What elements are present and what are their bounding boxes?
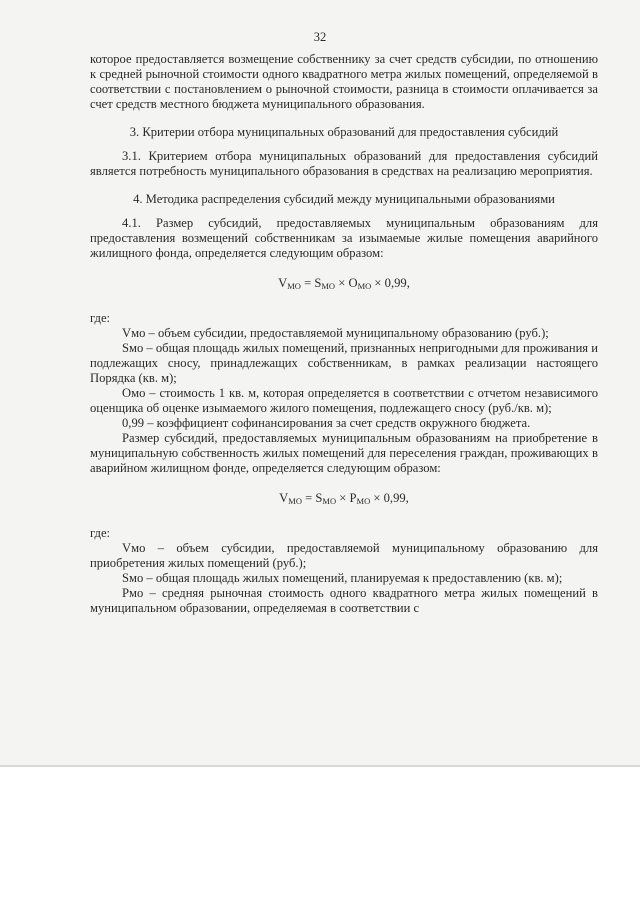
formula-2-times: × xyxy=(336,491,350,505)
formula-2-s: S xyxy=(315,491,323,505)
formula-1-eq: = xyxy=(300,276,315,290)
clause-4-1: 4.1. Размер субсидий, предоставляемых муниципальным образованиям для предоставления возмещений собственникам за изымаемые жилые помещения аварийного жилищного фонда, определяется следующим образом: xyxy=(90,216,598,260)
where-label-2: где: xyxy=(90,526,111,540)
formula-2-s-sub: МО xyxy=(322,496,337,506)
formula-1-times: × xyxy=(335,276,349,290)
definition-coefficient-1: 0,99 – коэффициент софинансирования за счет средств окружного бюджета. xyxy=(122,416,531,430)
formula-1-v: V xyxy=(278,276,288,290)
where-label-1: где: xyxy=(90,311,111,325)
page-number: 32 xyxy=(313,30,327,44)
definition-s-2: Sмо – общая площадь жилых помещений, планируемая к предоставлению (кв. м); xyxy=(122,571,563,585)
clause-3-1: 3.1. Критерием отбора муниципальных образований для предоставления субсидий является потребность муниципального образования в средствах на реализацию мероприятия. xyxy=(90,149,598,178)
formula-1-tail: × 0,99, xyxy=(371,276,410,290)
section-4-heading: 4. Методика распределения субсидий между муниципальными образованиями xyxy=(133,192,555,206)
subsidy-size-paragraph-2: Размер субсидий, предоставляемых муниципальным образованиям на приобретение в муниципальную собственность жилых помещений для переселения граждан, проживающих в аварийном жилищном фонде, определяется следующим образом: xyxy=(90,431,598,475)
formula-1-s: S xyxy=(314,276,322,290)
definition-p-2: Рмо – средняя рыночная стоимость одного квадратного метра жилых помещений в муниципальном образовании, определяемая в соответствии с xyxy=(90,586,598,615)
section-3-heading: 3. Критерии отбора муниципальных образований для предоставления субсидий xyxy=(129,125,559,139)
formula-2 xyxy=(90,491,598,506)
formula-2-v: V xyxy=(279,491,289,505)
formula-2-v-sub: МО xyxy=(288,496,302,506)
formula-2-tail: × 0,99, xyxy=(370,491,409,505)
page-bottom-edge xyxy=(0,765,640,767)
definition-s-1: Sмо – общая площадь жилых помещений, признанных непригодными для проживания и подлежащих сносу, принадлежащих собственникам, в рамках реализации настоящего Порядка (кв. м); xyxy=(90,341,598,385)
formula-1-s-sub: МО xyxy=(321,281,336,291)
formula-2-p-sub: МО xyxy=(356,496,371,506)
definition-v-1: Vмо – объем субсидии, предоставляемой муниципальному образованию (руб.); xyxy=(122,326,549,340)
intro-paragraph: которое предоставляется возмещение собственнику за счет средств субсидии, по отношению к средней рыночной стоимости одного квадратного метра жилых помещений, определяемой в соответствии с постановлением о рыночной стоимости, разница в стоимости оплачивается за счет средств местного бюджета муниципального образования. xyxy=(90,52,598,111)
formula-1 xyxy=(90,276,598,291)
formula-2-p: Р xyxy=(349,491,357,505)
page-content xyxy=(90,52,598,616)
definition-v-2: Vмо – объем субсидии, предоставляемой муниципальному образованию для приобретения жилых помещений (руб.); xyxy=(90,541,598,570)
formula-1-o-sub: МО xyxy=(357,281,372,291)
formula-1-o: О xyxy=(348,276,358,290)
definition-o-1: Омо – стоимость 1 кв. м, которая определяется в соответствии с отчетом независимого оценщика об оценке изымаемого жилого помещения, подлежащего сносу (руб./кв. м); xyxy=(90,386,598,415)
formula-1-v-sub: МО xyxy=(287,281,301,291)
formula-2-eq: = xyxy=(301,491,316,505)
